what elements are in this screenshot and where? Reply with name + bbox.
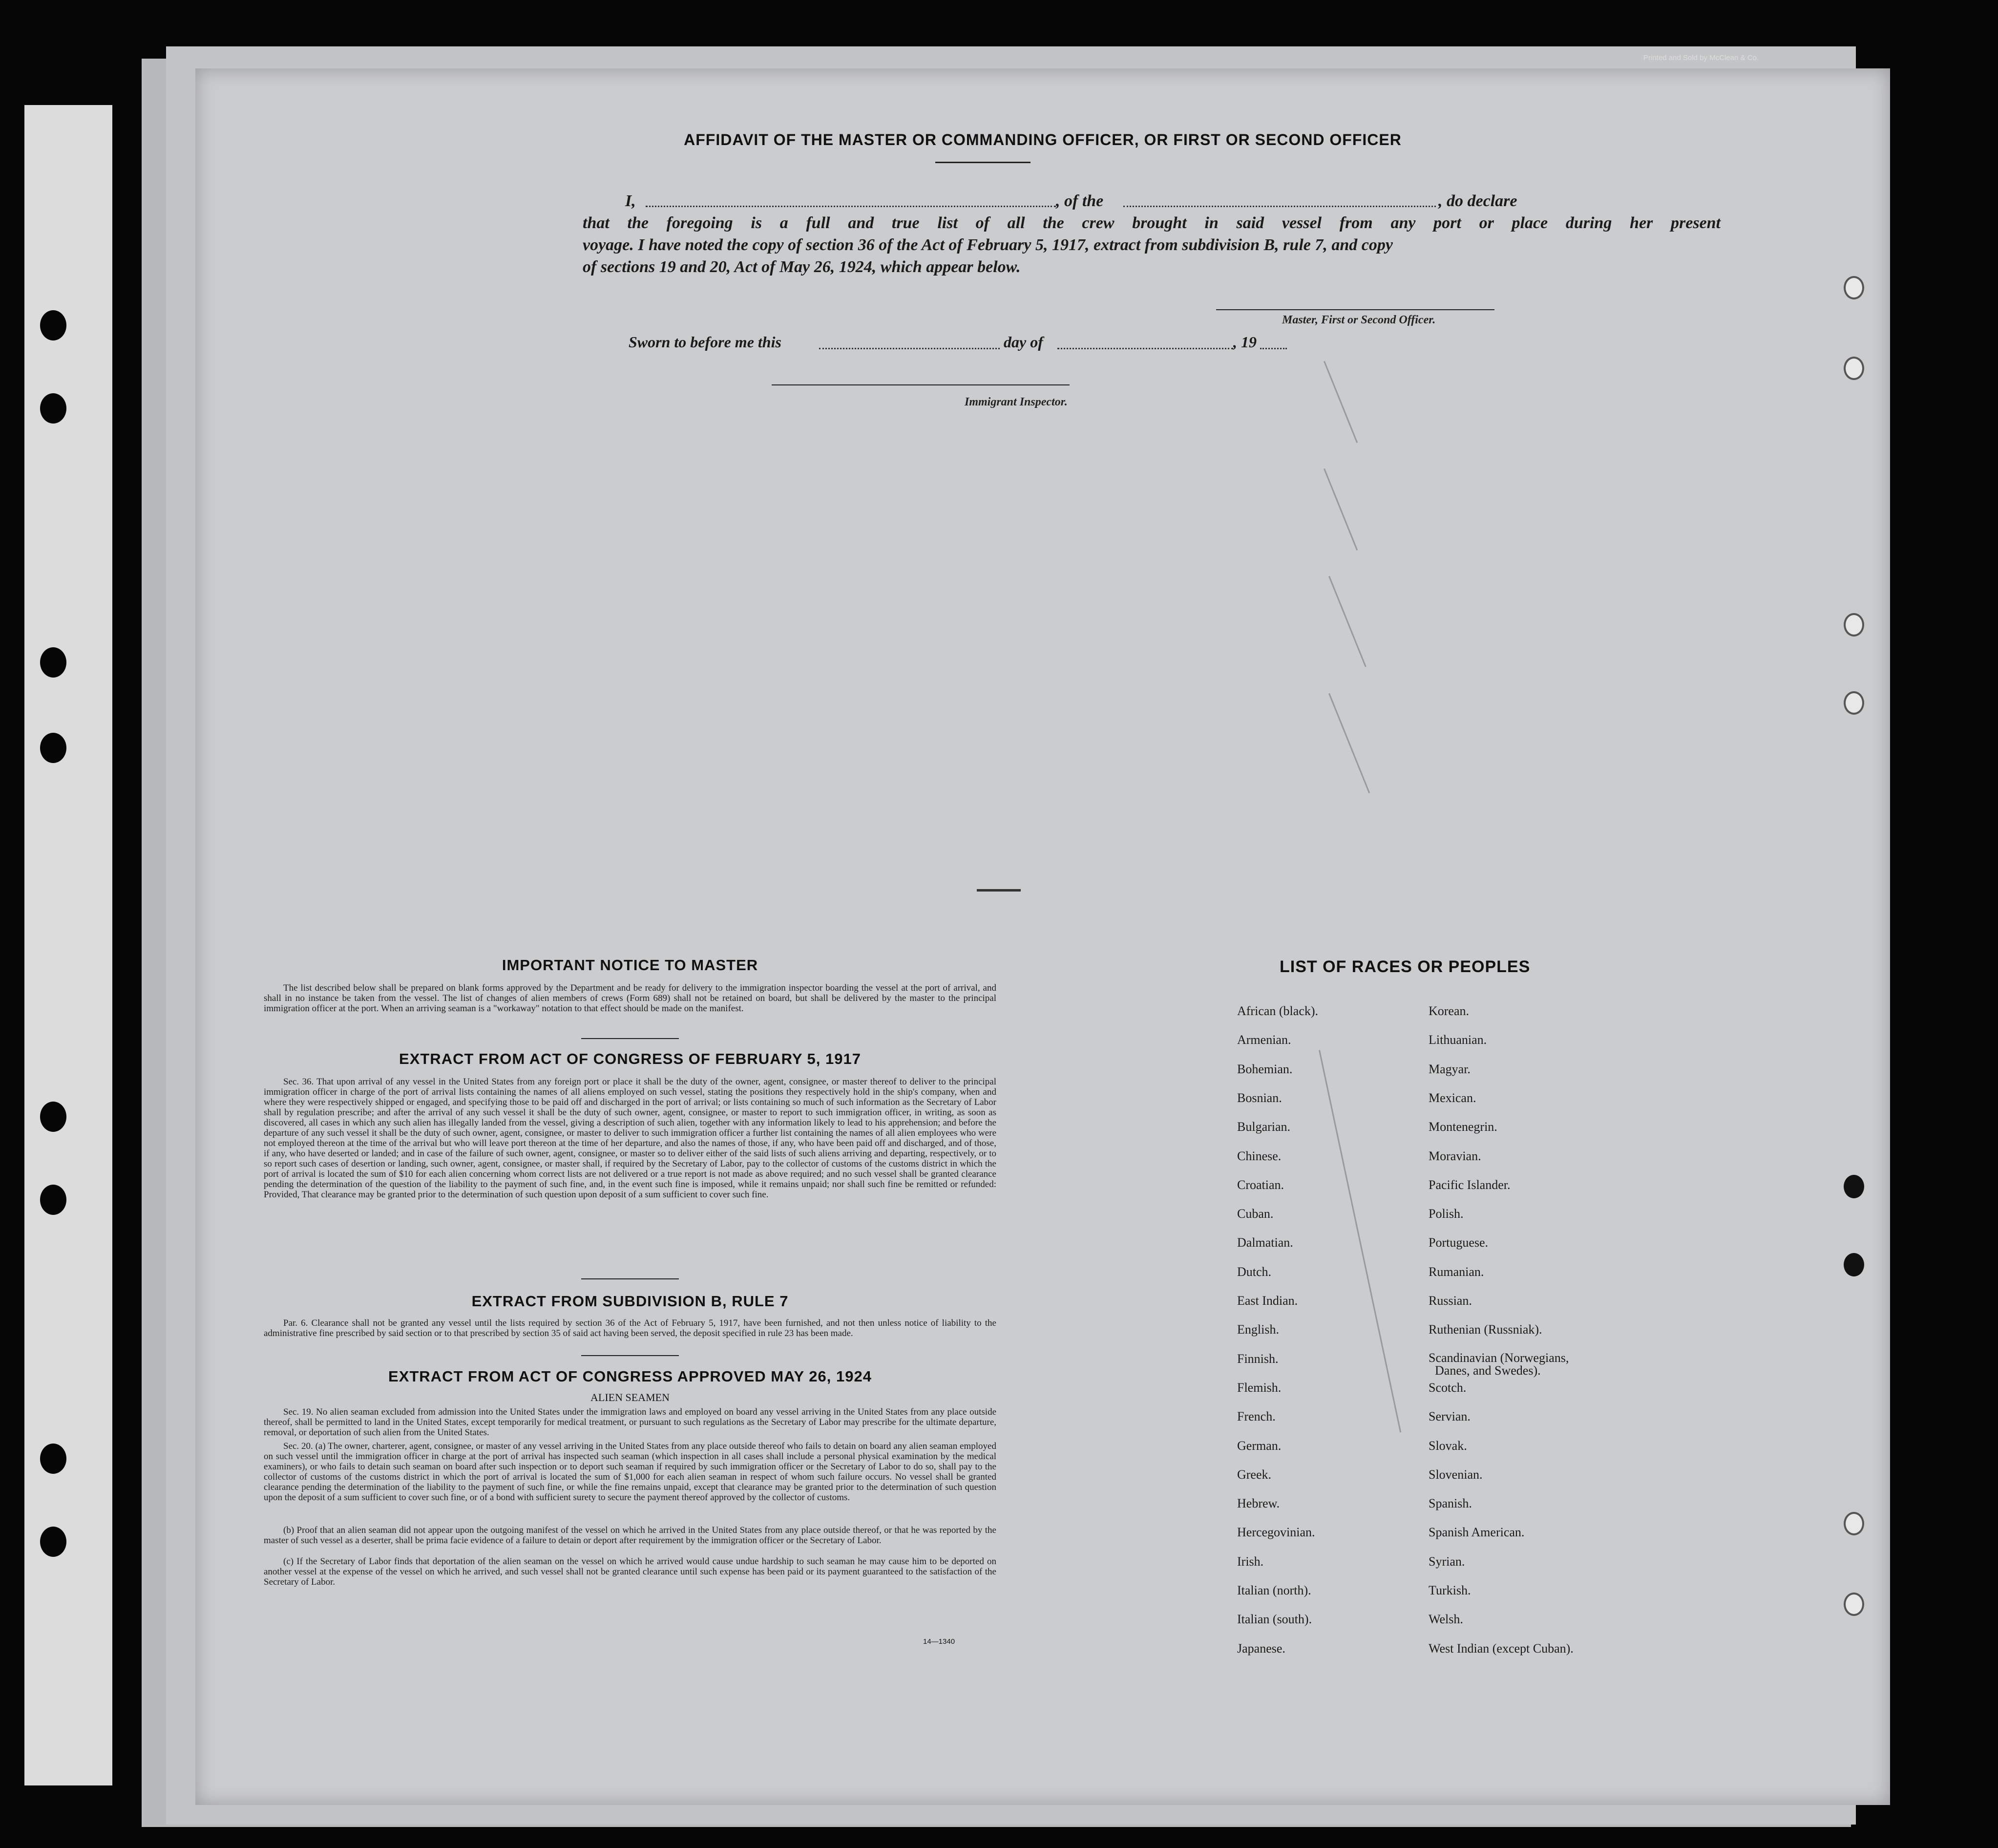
ring-hole xyxy=(1844,1512,1864,1535)
race-item: Pacific Islander. xyxy=(1429,1177,1511,1192)
divider xyxy=(581,1355,679,1356)
affidavit-title: AFFIDAVIT OF THE MASTER OR COMMANDING OFFICER, OR FIRST OR SECOND OFFICER xyxy=(684,131,1402,149)
affidavit-line-3: voyage. I have noted the copy of section 36 of the Act of February 5, 1917, extract from subdivision B, rule 7, and copy xyxy=(583,236,1393,254)
year-label: , 19 xyxy=(1233,333,1257,351)
race-item: Flemish. xyxy=(1237,1380,1282,1395)
sec-20c-text: (c) If the Secretary of Labor finds that deportation of the alien seaman on the vessel on which he arrived would cause undue hardship to such seaman he may cause him to be deported on another vessel at the expense of the vessel on which he arrived, and such vessel shall not be granted clearance until such expense has been paid or its payment guaranteed to the satisfaction of the Secretary of Labor. xyxy=(264,1556,996,1587)
race-item: English. xyxy=(1237,1322,1279,1337)
sec-19-text: Sec. 19. No alien seaman excluded from admission into the United States under the immigration laws and employed on board any vessel arriving in the United States from any place outside thereof, shall be permitted to land in the United States, except temporarily for medical treatment, or pursuant to such regulations as the Secretary of Labor may prescribe for the ultimate departure, removal, or deportation of such alien from the United States. xyxy=(264,1407,996,1438)
pencil-mark xyxy=(1328,693,1370,793)
race-item: Hebrew. xyxy=(1237,1496,1280,1511)
blank-name-line[interactable] xyxy=(646,206,1056,207)
ink-mark xyxy=(977,889,1021,892)
race-item: Lithuanian. xyxy=(1429,1033,1487,1047)
race-item: Spanish. xyxy=(1429,1496,1472,1511)
punch-hole xyxy=(40,647,66,678)
master-signature-line[interactable] xyxy=(1216,309,1494,310)
race-item: Cuban. xyxy=(1237,1207,1274,1221)
sec-20a-text: Sec. 20. (a) The owner, charterer, agent, consignee, or master of any vessel arriving in the United States from any place outside thereof who fails to detain on board any alien seaman employed on such vessel until the immigration officer in charge at the port of arrival has inspected such seaman (which inspection in all cases shall include a personal physical examination by the medical examiners), or who fails to detain such seaman on board after such inspection or to deport such seaman if required by such immigration officer or the Secretary of Labor to do so, shall pay to the collector of customs of the customs district in which the port of arrival is located the sum of $1,000 for each alien seaman in respect of whom such failure occurs. No vessel shall be granted clearance pending the determination of the liability to the payment of such fine, or while the fine remains unpaid, except that clearance may be granted prior to the determination of such question upon the deposit of a sum sufficient to cover such fine, or of a bond with sufficient surety to secure the payment thereof approved by the collector of customs. xyxy=(264,1441,996,1503)
affidavit-i: I, xyxy=(625,192,636,210)
race-item: Dutch. xyxy=(1237,1264,1272,1279)
race-item: German. xyxy=(1237,1438,1282,1453)
race-item: Portuguese. xyxy=(1429,1235,1489,1250)
blank-vessel-line[interactable] xyxy=(1123,206,1436,207)
extract-1924-title: EXTRACT FROM ACT OF CONGRESS APPROVED MAY 26, 1924 xyxy=(388,1368,872,1385)
inspector-signature-line[interactable] xyxy=(772,384,1070,385)
race-item: West Indian (except Cuban). xyxy=(1429,1641,1574,1656)
race-item: Finnish. xyxy=(1237,1351,1279,1366)
race-item: Korean. xyxy=(1429,1004,1470,1018)
notice-title: IMPORTANT NOTICE TO MASTER xyxy=(502,956,758,974)
race-item: East Indian. xyxy=(1237,1294,1298,1308)
ring-hole xyxy=(1844,613,1864,637)
race-item: Bohemian. xyxy=(1237,1062,1293,1076)
race-item: Slovak. xyxy=(1429,1438,1467,1453)
race-item: Scandinavian (Norwegians, Danes, and Swedes). xyxy=(1429,1350,1569,1378)
sworn-label: Sworn to before me this xyxy=(629,333,781,351)
document-page xyxy=(195,68,1890,1805)
notice-text: The list described below shall be prepared on blank forms approved by the Department and be ready for delivery to the immigration inspector boarding the vessel at the port of arrival, and shall in no instance be taken from the vessel. The list of changes of alien members of crews (Form 689) shall not be retained on board, but shall be delivered by the master to the principal immigration officer at the port. When an arriving seaman is a "workaway" notation to that effect should be made on the manifest. xyxy=(264,983,996,1014)
inspector-signature-label: Immigrant Inspector. xyxy=(965,396,1068,408)
race-item: Croatian. xyxy=(1237,1177,1284,1192)
affidavit-line-4: of sections 19 and 20, Act of May 26, 1924, which appear below. xyxy=(583,258,1021,276)
ring-hole xyxy=(1844,1253,1864,1276)
punch-hole xyxy=(40,393,66,424)
race-item: French. xyxy=(1237,1409,1276,1424)
printer-note: Printed and Sold by McClean & Co. xyxy=(1643,54,1759,62)
race-item: Italian (south). xyxy=(1237,1612,1312,1627)
ring-hole xyxy=(1844,1593,1864,1616)
punch-hole xyxy=(40,1527,66,1557)
race-item: Syrian. xyxy=(1429,1554,1465,1569)
form-number: 14—1340 xyxy=(923,1637,955,1646)
pencil-mark xyxy=(1324,468,1358,551)
race-item: Mexican. xyxy=(1429,1090,1476,1105)
affidavit-of-the: , of the xyxy=(1056,192,1104,210)
alien-seamen-subtitle: ALIEN SEAMEN xyxy=(590,1391,670,1403)
pencil-mark xyxy=(1328,576,1367,667)
punch-hole xyxy=(40,1185,66,1215)
subdivision-text: Par. 6. Clearance shall not be granted any vessel until the lists required by section 36 of the Act of February 5, 1917, have been furnished, and not then unless notice of liability to the administrative fine prescribed by said section or to that prescribed by section 35 of said act having been served, the deposit specified in rule 23 has been made. xyxy=(264,1318,996,1338)
blank-day-line[interactable] xyxy=(819,348,1000,349)
ring-hole xyxy=(1844,1175,1864,1198)
races-title: LIST OF RACES OR PEOPLES xyxy=(1280,957,1531,976)
race-item: Hercegovinian. xyxy=(1237,1525,1315,1540)
race-item: Chinese. xyxy=(1237,1148,1282,1163)
pencil-mark xyxy=(1319,1050,1401,1432)
subdivision-title: EXTRACT FROM SUBDIVISION B, RULE 7 xyxy=(471,1293,789,1310)
divider xyxy=(581,1038,679,1039)
race-item: Magyar. xyxy=(1429,1062,1471,1076)
punch-hole xyxy=(40,733,66,763)
race-item: Irish. xyxy=(1237,1554,1264,1569)
punch-hole xyxy=(40,1444,66,1474)
race-item: Welsh. xyxy=(1429,1612,1463,1627)
extract-1917-text: Sec. 36. That upon arrival of any vessel in the United States from any foreign port or place it shall be the duty of the owner, agent, consignee, or master thereof to deliver to the principal immigration officer in charge of the port of arrival lists containing the names of all aliens employed on such vessel, stating the positions they respectively hold in the ship's company, when and where they were respectively shipped or engaged, and specifying those to be paid off and discharged in the port of arrival; or lists containing so much of such information as the Secretary of Labor shall by regulation prescribe; and after the arrival of any such vessel it shall be the duty of such owner, agent, consignee, or master to report to such immigration officer, in writing, as soon as discovered, all cases in which any such alien has illegally landed from the vessel, giving a description of such alien, together with any information likely to lead to his apprehension; and before the departure of any such vessel it shall be the duty of such owner, agent, consignee, or master to deliver to such immigration officer a further list containing the names of all alien employees who were not employed thereon at the time of the arrival but who will leave port thereon at the time of her departure, and also the names of those, if any, who have been paid off and discharged, and of those, if any, who have deserted or landed; and in case of the failure of such owner, agent, consignee, or master so to deliver either of the said lists of such aliens arriving and departing, respectively, or to so report such cases of desertion or landing, such owner, agent, consignee, or master shall, if required by the Secretary of Labor, pay to the collector of customs of the customs district in which the port of arrival is located the sum of $10 for each alien concerning whom correct lists are not delivered or a true report is not made as above required; and no such vessel shall be granted clearance pending the determination of the question of the liability to the payment of such fine, and, in the event such fine is imposed, while it remains unpaid; nor shall such fine be remitted or refunded: Provided, That clearance may be granted prior to the determination of such question upon deposit of a sum sufficient to cover such fine. xyxy=(264,1077,996,1200)
day-of-label: day of xyxy=(1004,333,1043,351)
race-item: Ruthenian (Russniak). xyxy=(1429,1322,1542,1337)
race-item: Rumanian. xyxy=(1429,1264,1484,1279)
sec-20b-text: (b) Proof that an alien seaman did not appear upon the outgoing manifest of the vessel on which he arrived in the United States from any place outside thereof, or that he was reported by the master of such vessel as a deserter, shall be prima facie evidence of a failure to detain or deport after requirement by the immigration officer or the Secretary of Labor. xyxy=(264,1525,996,1546)
blank-month-line[interactable] xyxy=(1057,348,1233,349)
pencil-mark xyxy=(1324,361,1358,443)
race-item: Dalmatian. xyxy=(1237,1235,1293,1250)
affidavit-line-2: that the foregoing is a full and true list of all the crew brought in said vessel from any port or place during her present xyxy=(583,214,1721,232)
race-item: Moravian. xyxy=(1429,1148,1481,1163)
ring-hole xyxy=(1844,691,1864,715)
race-item: Montenegrin. xyxy=(1429,1120,1497,1134)
affidavit-declare: , do declare xyxy=(1438,192,1517,210)
race-item: Russian. xyxy=(1429,1294,1472,1308)
race-item: Bulgarian. xyxy=(1237,1120,1291,1134)
master-signature-label: Master, First or Second Officer. xyxy=(1282,314,1436,326)
race-item: Bosnian. xyxy=(1237,1090,1282,1105)
divider xyxy=(935,162,1031,163)
race-item: Scotch. xyxy=(1429,1380,1467,1395)
race-item: Greek. xyxy=(1237,1467,1272,1482)
race-item: Servian. xyxy=(1429,1409,1471,1424)
race-item: Italian (north). xyxy=(1237,1583,1311,1597)
binder-strip xyxy=(24,105,112,1785)
punch-hole xyxy=(40,310,66,340)
ring-hole xyxy=(1844,276,1864,299)
divider xyxy=(581,1278,679,1279)
extract-1917-title: EXTRACT FROM ACT OF CONGRESS OF FEBRUARY 5, 1917 xyxy=(399,1050,861,1067)
ring-hole xyxy=(1844,357,1864,380)
race-item: Armenian. xyxy=(1237,1033,1291,1047)
race-item: Turkish. xyxy=(1429,1583,1471,1597)
race-item: Japanese. xyxy=(1237,1641,1285,1656)
race-item: African (black). xyxy=(1237,1004,1319,1018)
race-item: Polish. xyxy=(1429,1207,1464,1221)
blank-year-line[interactable] xyxy=(1260,348,1287,349)
punch-hole xyxy=(40,1102,66,1132)
race-item: Spanish American. xyxy=(1429,1525,1525,1540)
race-item: Slovenian. xyxy=(1429,1467,1483,1482)
